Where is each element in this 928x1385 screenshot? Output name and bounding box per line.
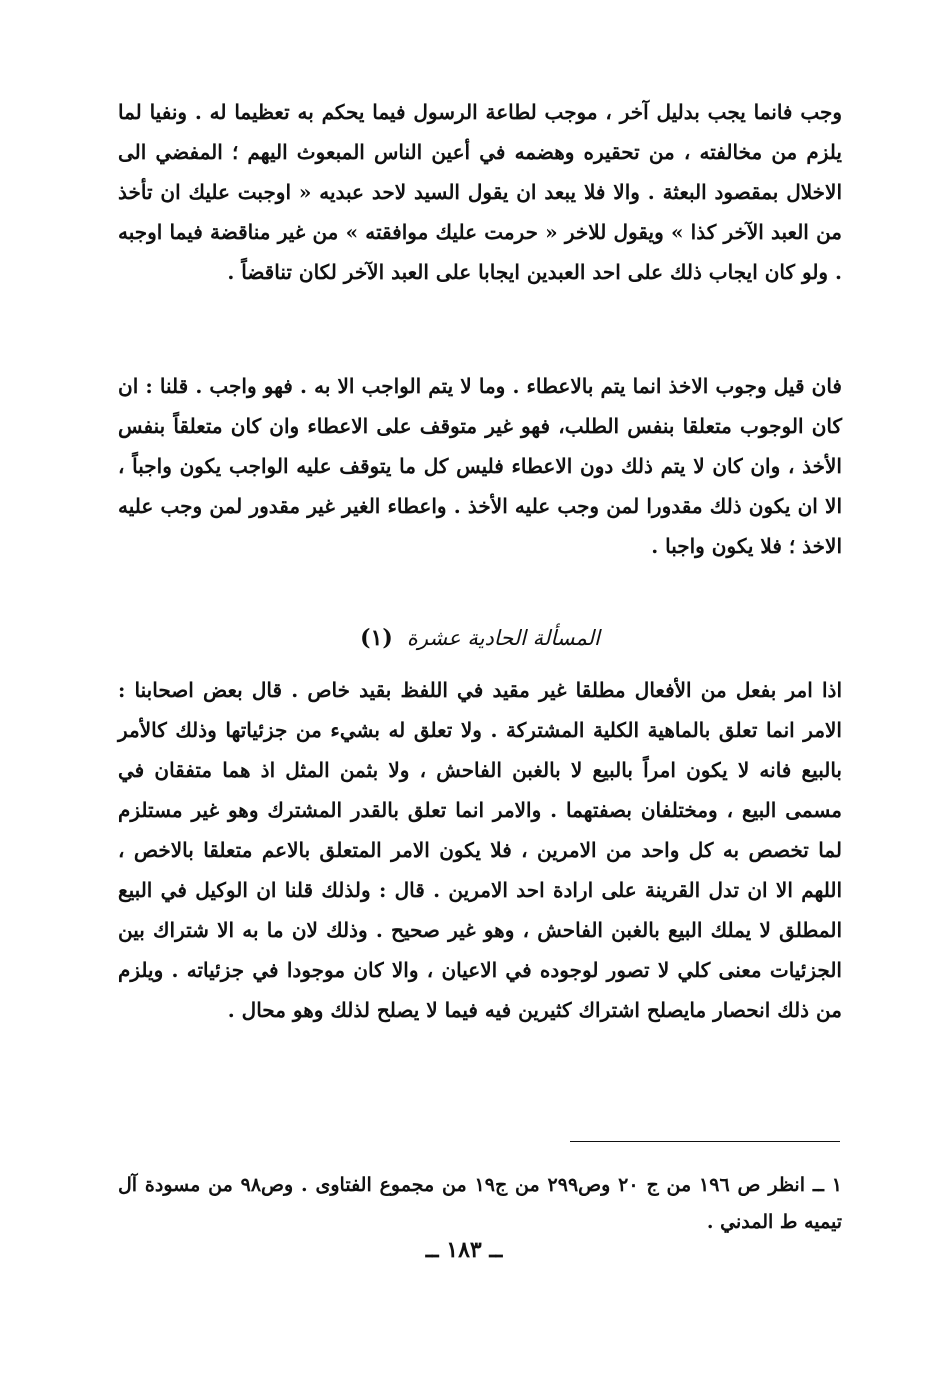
paragraph-1: وجب فانما يجب بدليل آخر ، موجب لطاعة الرسول فيما يحكم به تعظيما له . ونفيا لما يلزم من مخالفته ، من تحقيره وهضمه في أعين الناس المبعوث اليهم ؛ المفضي الى الاخلال بمقصود البعثة . والا فلا يبعد ان يقول السيد لاحد عبديه « اوجبت عليك ان تأخذ من العبد الآخر كذا » ويقول للاخر « حرمت عليك موافقته » من غير مناقضة فيما اوجبه . ولو كان ايجاب ذلك على احد العبدين ايجابا على العبد الآخر لكان تناقضاً . <box>118 100 842 284</box>
paragraph-gap <box>118 344 842 366</box>
section-heading <box>118 606 842 670</box>
footnote: ١ ــ انظر ص ١٩٦ من ج ٢٠ وص٢٩٩ من ج١٩ من مجموع الفتاوى . وص٩٨ من مسودة آل تيميه ط المدني . <box>118 1174 843 1233</box>
paragraph-3: اذا امر بفعل من الأفعال مطلقا غير مقيد في اللفظ بقيد خاص . قال بعض اصحابنا : الامر انما تعلق بالماهية الكلية المشتركة . ولا تعلق له بشيء من جزئياتها وذلك كالأمر بالبيع فانه لا يكون امراً بالبيع لا بالغبن الفاحش ، ولا بثمن المثل اذ هما متفقان في مسمى البيع ، ومختلفان بصفتهما . والامر انما تعلق بالقدر المشترك وهو غير مستلزم لما تخصص به كل واحد من الامرين ، فلا يكون الامر المتعلق بالاعم متعلقا بالاخص ، اللهم الا ان تدل القرينة على ارادة احد الامرين . قال : ولذلك قلنا ان الوكيل في البيع المطلق لا يملك البيع بالغبن الفاحش ، وهو غير صحيح . وذلك لان ما به الا شتراك بين الجزئيات معنى كلي لا تصور لوجوده في الاعيان ، والا كان موجودا في جزئياته . ويلزم من ذلك انحصار مايصلح اشتراك كثيرين فيه فيما لا يصلح لذلك وهو محال . <box>118 678 842 1022</box>
footnote-divider <box>570 1141 840 1142</box>
paragraph-2: فان قيل وجوب الاخذ انما يتم بالاعطاء . وما لا يتم الواجب الا به . فهو واجب . قلنا : ان كان الوجوب متعلقا بنفس الطلب، فهو غير متوقف على الاعطاء وان كان متعلقاً بنفس الأخذ ، وان كان لا يتم ذلك دون الاعطاء فليس كل ما يتوقف عليه الواجب يكون واجباً ، الا ان يكون ذلك مقدورا لمن وجب عليه الأخذ . واعطاء الغير غير مقدور لمن وجب عليه الاخذ ؛ فلا يكون واجبا . <box>118 374 843 558</box>
page-number: ــ ١٨٣ ــ <box>425 1237 503 1263</box>
page-body <box>118 92 842 1102</box>
section-heading-footnote-marker: (١) <box>360 625 393 651</box>
section-heading-title: المسألة الحادية عشرة <box>406 626 600 650</box>
